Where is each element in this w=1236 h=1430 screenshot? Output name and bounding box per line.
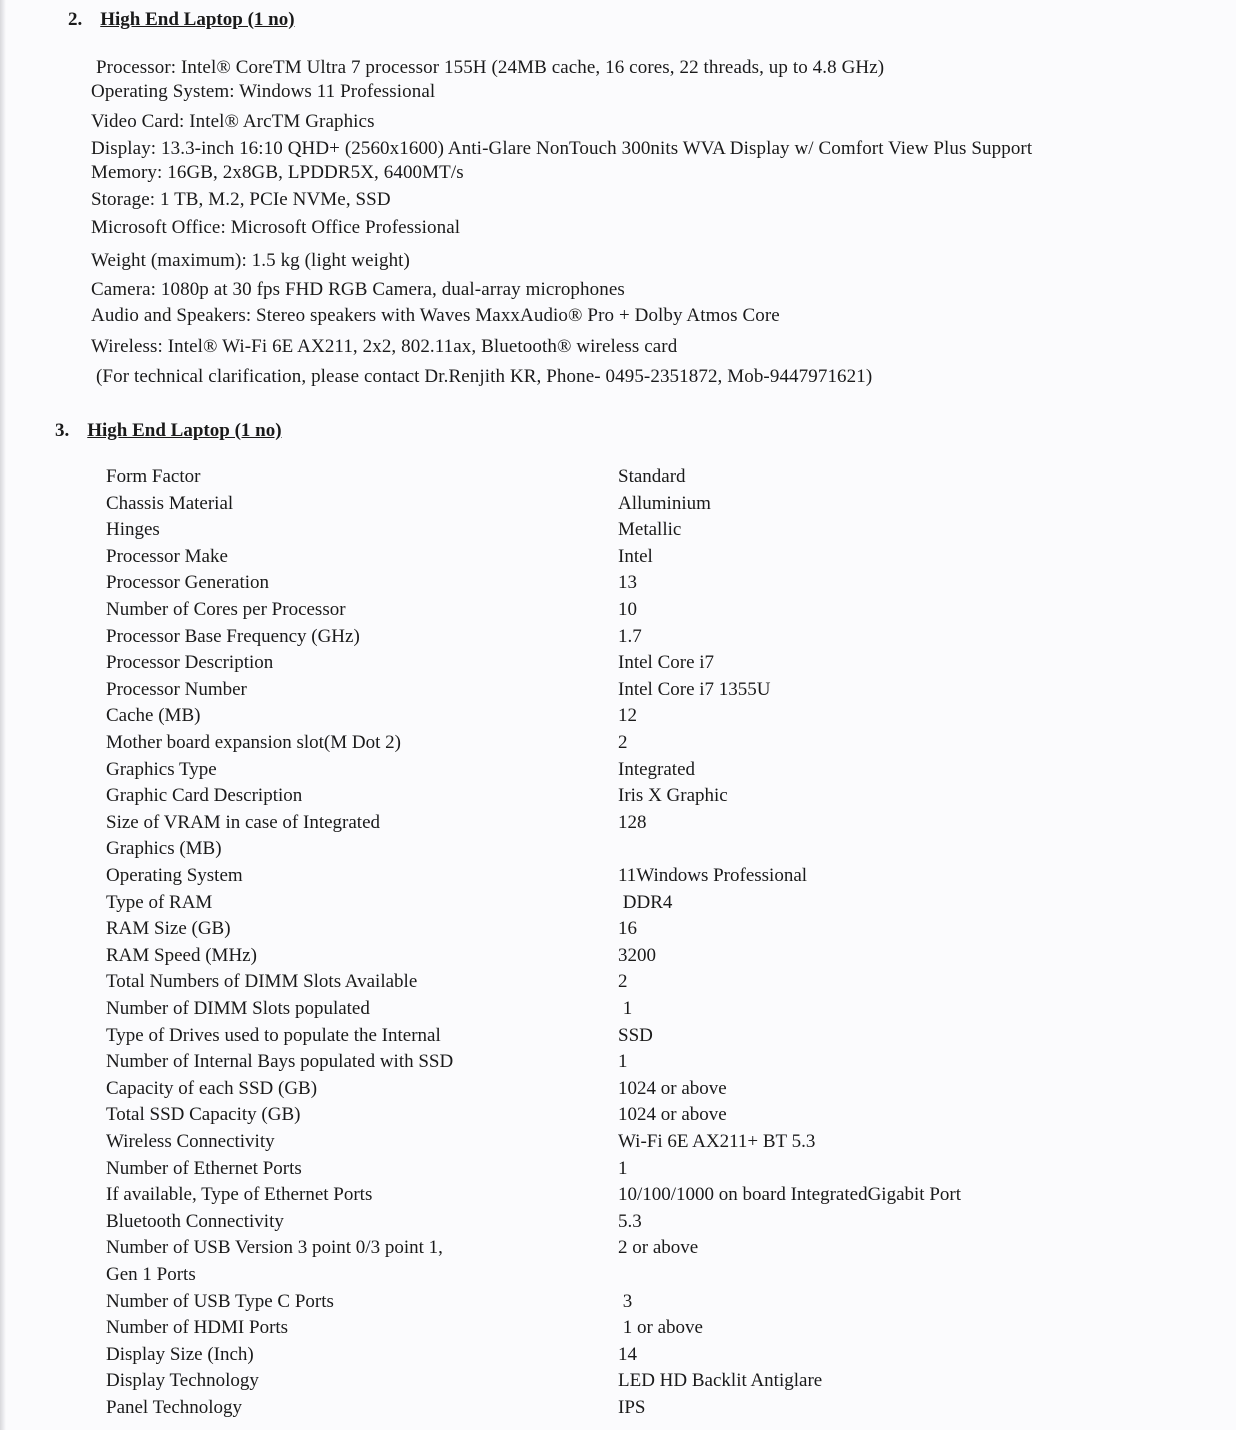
section-2-title: High End Laptop (1 no) bbox=[100, 9, 295, 30]
spec-row bbox=[0, 945, 1236, 972]
spec-row bbox=[0, 519, 1236, 546]
spec-value: 11Windows Professional bbox=[618, 865, 808, 886]
spec-wireless: Wireless: Intel® Wi-Fi 6E AX211, 2x2, 802.11ax, Bluetooth® wireless card bbox=[91, 336, 678, 357]
spec-key: Size of VRAM in case of Integrated bbox=[106, 811, 381, 833]
spec-row bbox=[0, 1317, 1236, 1344]
spec-key: Graphic Card Description bbox=[106, 785, 303, 807]
spec-row bbox=[0, 1158, 1236, 1185]
spec-key: Total SSD Capacity (GB) bbox=[106, 1104, 301, 1126]
spec-row bbox=[0, 652, 1236, 679]
spec-value: 3200 bbox=[618, 944, 656, 966]
spec-audio-speakers: Audio and Speakers: Stereo speakers with Waves MaxxAudio® Pro + Dolby Atmos Core bbox=[91, 305, 780, 326]
spec-value: 1 or above bbox=[618, 1317, 703, 1339]
spec-camera: Camera: 1080p at 30 fps FHD RGB Camera, dual-array microphones bbox=[91, 279, 625, 300]
spec-key: Type of Drives used to populate the Internal bbox=[106, 1024, 441, 1046]
spec-value: 1 bbox=[618, 1157, 628, 1179]
spec-row bbox=[0, 812, 1236, 839]
spec-row bbox=[0, 1131, 1236, 1158]
spec-row bbox=[0, 1078, 1236, 1105]
section-2-number: 2. bbox=[68, 9, 83, 30]
spec-value: SSD bbox=[618, 1024, 653, 1046]
spec-memory: Memory: 16GB, 2x8GB, LPDDR5X, 6400MT/s bbox=[91, 162, 464, 183]
spec-row bbox=[0, 626, 1236, 653]
spec-row bbox=[0, 1370, 1236, 1397]
spec-row bbox=[0, 466, 1236, 493]
spec-row bbox=[0, 785, 1236, 812]
spec-key: Processor Generation bbox=[106, 572, 270, 594]
spec-row bbox=[0, 572, 1236, 599]
spec-value: DDR4 bbox=[618, 891, 673, 913]
spec-key: Mother board expansion slot(M Dot 2) bbox=[106, 732, 401, 753]
spec-row bbox=[0, 1104, 1236, 1131]
spec-key: Processor Base Frequency (GHz) bbox=[106, 625, 360, 647]
spec-key: Display Size (Inch) bbox=[106, 1343, 254, 1365]
spec-key: Capacity of each SSD (GB) bbox=[106, 1077, 318, 1099]
spec-row bbox=[0, 892, 1236, 919]
spec-value: 10 bbox=[618, 599, 637, 620]
spec-key: Processor Description bbox=[106, 652, 274, 674]
spec-value: 1 bbox=[618, 1051, 628, 1073]
spec-row bbox=[0, 998, 1236, 1025]
spec-value: 1 bbox=[618, 998, 633, 1019]
spec-row bbox=[0, 1264, 1236, 1291]
spec-value: 2 or above bbox=[618, 1237, 699, 1259]
spec-key: RAM Size (GB) bbox=[106, 918, 231, 940]
spec-operating-system: Operating System: Windows 11 Professional bbox=[91, 81, 436, 102]
spec-value: 2 bbox=[618, 971, 628, 993]
spec-key: Hinges bbox=[106, 519, 160, 541]
spec-value: Intel Core i7 1355U bbox=[618, 678, 771, 700]
spec-key: Graphics (MB) bbox=[106, 838, 222, 860]
spec-key: Number of Cores per Processor bbox=[106, 599, 346, 620]
spec-row bbox=[0, 865, 1236, 892]
spec-row bbox=[0, 1184, 1236, 1211]
spec-value: Intel bbox=[618, 545, 653, 567]
spec-processor: Processor: Intel® CoreTM Ultra 7 processor 155H (24MB cache, 16 cores, 22 threads, up to 4.8 GHz) bbox=[96, 57, 885, 78]
spec-value: Metallic bbox=[618, 519, 682, 541]
spec-key: Number of HDMI Ports bbox=[106, 1317, 289, 1339]
spec-key: Wireless Connectivity bbox=[106, 1131, 275, 1152]
spec-key: Number of USB Version 3 point 0/3 point 1, bbox=[106, 1237, 443, 1259]
spec-row bbox=[0, 599, 1236, 626]
spec-row bbox=[0, 732, 1236, 759]
spec-row bbox=[0, 1237, 1236, 1264]
spec-row bbox=[0, 838, 1236, 865]
spec-value: 16 bbox=[618, 918, 637, 940]
spec-key: Gen 1 Ports bbox=[106, 1264, 196, 1285]
spec-value: 14 bbox=[618, 1343, 637, 1365]
spec-row bbox=[0, 1025, 1236, 1052]
spec-key: Number of Internal Bays populated with SSD bbox=[106, 1051, 454, 1073]
spec-row bbox=[0, 705, 1236, 732]
spec-key: Form Factor bbox=[106, 466, 201, 487]
spec-value: 1.7 bbox=[618, 625, 642, 647]
spec-value: 13 bbox=[618, 572, 637, 594]
spec-key: Chassis Material bbox=[106, 492, 234, 514]
spec-value: Alluminium bbox=[618, 492, 711, 514]
spec-value: 3 bbox=[618, 1290, 633, 1312]
spec-key: Processor Number bbox=[106, 678, 247, 700]
section-3-number: 3. bbox=[55, 420, 70, 441]
spec-value: 1024 or above bbox=[618, 1077, 727, 1099]
spec-value: 128 bbox=[618, 811, 647, 833]
spec-key: Number of USB Type C Ports bbox=[106, 1290, 334, 1312]
spec-row bbox=[0, 546, 1236, 573]
spec-row bbox=[0, 1397, 1236, 1424]
spec-value: Integrated bbox=[618, 758, 696, 780]
section-3-title: High End Laptop (1 no) bbox=[87, 420, 282, 441]
spec-value: LED HD Backlit Antiglare bbox=[618, 1370, 823, 1392]
section-3-heading bbox=[55, 420, 282, 442]
spec-key: Panel Technology bbox=[106, 1397, 243, 1418]
spec-microsoft-office: Microsoft Office: Microsoft Office Professional bbox=[91, 217, 461, 238]
spec-row bbox=[0, 971, 1236, 998]
spec-weight: Weight (maximum): 1.5 kg (light weight) bbox=[91, 250, 410, 271]
spec-video-card: Video Card: Intel® ArcTM Graphics bbox=[91, 111, 375, 132]
spec-row bbox=[0, 493, 1236, 520]
spec-key: If available, Type of Ethernet Ports bbox=[106, 1184, 373, 1206]
spec-storage: Storage: 1 TB, M.2, PCIe NVMe, SSD bbox=[91, 189, 391, 210]
spec-key: Bluetooth Connectivity bbox=[106, 1210, 284, 1232]
spec-value: Wi-Fi 6E AX211+ BT 5.3 bbox=[618, 1131, 816, 1152]
spec-key: RAM Speed (MHz) bbox=[106, 944, 257, 966]
spec-key: Graphics Type bbox=[106, 758, 217, 780]
spec-key: Cache (MB) bbox=[106, 705, 201, 727]
spec-display: Display: 13.3-inch 16:10 QHD+ (2560x1600) Anti-Glare NonTouch 300nits WVA Display w/ Comfort View Plus Support bbox=[91, 138, 1033, 159]
spec-value: Iris X Graphic bbox=[618, 785, 728, 807]
spec-key: Total Numbers of DIMM Slots Available bbox=[106, 971, 418, 993]
spec-value: 10/100/1000 on board IntegratedGigabit Port bbox=[618, 1184, 961, 1206]
spec-key: Display Technology bbox=[106, 1370, 259, 1392]
spec-row bbox=[0, 1291, 1236, 1318]
spec-value: 2 bbox=[618, 732, 628, 753]
spec-value: Intel Core i7 bbox=[618, 652, 715, 674]
spec-value: 5.3 bbox=[618, 1210, 642, 1232]
spec-value: 12 bbox=[618, 705, 637, 727]
spec-row bbox=[0, 918, 1236, 945]
spec-key: Operating System bbox=[106, 865, 243, 886]
spec-value: 1024 or above bbox=[618, 1104, 727, 1126]
section-2-heading bbox=[68, 9, 295, 31]
spec-row bbox=[0, 759, 1236, 786]
spec-value: Standard bbox=[618, 466, 686, 487]
spec-row bbox=[0, 679, 1236, 706]
spec-value: IPS bbox=[618, 1397, 646, 1418]
spec-row bbox=[0, 1051, 1236, 1078]
spec-row bbox=[0, 1344, 1236, 1371]
spec-key: Processor Make bbox=[106, 545, 228, 567]
technical-contact-note: (For technical clarification, please contact Dr.Renjith KR, Phone- 0495-2351872, Mob-9447971621) bbox=[96, 366, 873, 387]
spec-row bbox=[0, 1211, 1236, 1238]
spec-key: Number of DIMM Slots populated bbox=[106, 998, 370, 1019]
spec-key: Number of Ethernet Ports bbox=[106, 1157, 302, 1179]
spec-key: Type of RAM bbox=[106, 891, 213, 913]
